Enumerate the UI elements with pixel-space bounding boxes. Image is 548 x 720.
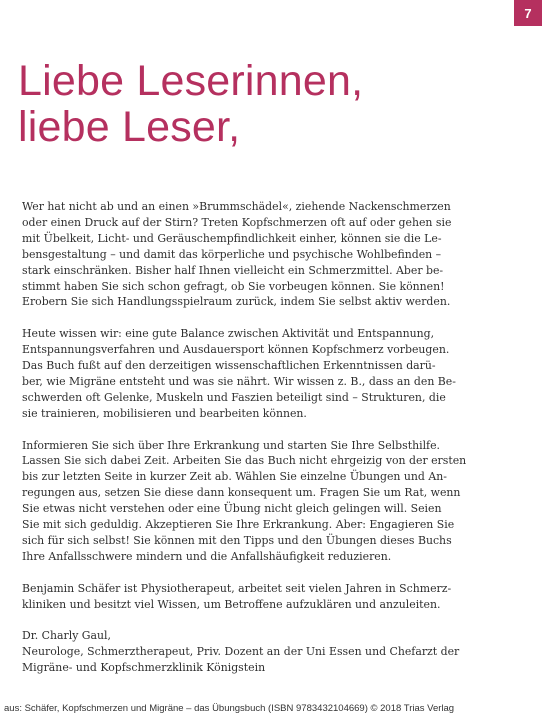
text-line: oder einen Druck auf der Stirn? Treten Kopfschmerzen oft auf oder gehen sie [22,215,452,229]
text-line: regungen aus, setzen Sie diese dann konsequent um. Fragen Sie um Rat, wenn [22,486,461,500]
text-line: Entspannungsverfahren und Ausdauersport können Kopfschmerz vorbeugen. [22,343,450,357]
text-line: Benjamin Schäfer ist Physiotherapeut, arbeitet seit vielen Jahren in Schmerz- [22,581,452,595]
text-line: kliniken und besitzt viel Wissen, um Betroffene aufzuklären und anzuleiten. [22,597,441,611]
source-footer: aus: Schäfer, Kopfschmerzen und Migräne – das Übungsbuch (ISBN 9783432104669) © 2018 Trias Verlag [4,703,455,714]
text-line: Erobern Sie sich Handlungsspielraum zurück, indem Sie selbst aktiv werden. [22,295,451,309]
text-line: schwerden oft Gelenke, Muskeln und Faszien beteiligt sind – Strukturen, die [22,390,446,404]
text-line: ber, wie Migräne entsteht und was sie nährt. Wir wissen z. B., dass an den Be- [22,374,456,388]
page-number-badge [514,0,542,26]
text-line: Lassen Sie sich dabei Zeit. Arbeiten Sie das Buch nicht ehrgeizig von der ersten [22,454,467,468]
text-line: Sie mit sich geduldig. Akzeptieren Sie Ihre Erkrankung. Aber: Engagieren Sie [22,518,455,532]
paragraph-4 [22,581,452,613]
page-number: 7 [524,5,532,21]
text-line: stark einschränken. Bisher half Ihnen vielleicht ein Schmerzmittel. Aber be- [22,263,444,277]
paragraph-3 [22,438,467,565]
title-line-2: liebe Leser, [18,103,241,151]
text-line: Wer hat nicht ab und an einen »Brummschädel«, ziehende Nackenschmerzen [22,200,451,213]
page-title [18,58,363,150]
foreword-body [22,199,467,692]
text-line: Das Buch fußt auf den derzeitigen wissenschaftlichen Erkenntnissen darü- [22,359,436,373]
signature-name: Dr. Charly Gaul, [22,629,111,643]
signature-title: Neurologe, Schmerztherapeut, Priv. Dozent an der Uni Essen und Chefarzt der [22,645,460,659]
text-line: bis zur letzten Seite in kurzer Zeit ab. Wählen Sie einzelne Übungen und An- [22,470,447,484]
text-line: sie trainieren, mobilisieren und bearbeiten können. [22,406,307,420]
text-line: Heute wissen wir: eine gute Balance zwischen Aktivität und Entspannung, [22,327,435,341]
text-line: sich für sich selbst! Sie können mit den Tipps und den Übungen dieses Buchs [22,534,452,547]
text-line: stimmt haben Sie sich schon gefragt, ob Sie vorbeugen können. Sie können! [22,279,445,293]
text-line: Ihre Anfallsschwere mindern und die Anfallshäufigkeit reduzieren. [22,549,392,563]
title-line-1: Liebe Leserinnen, [18,57,364,105]
text-line: mit Übelkeit, Licht- und Geräuschempfindlichkeit einher, können sie die Le- [22,231,442,245]
paragraph-2 [22,326,456,421]
paragraph-1 [22,199,452,310]
text-line: Sie etwas nicht verstehen oder eine Übung nicht gleich gelingen will. Seien [22,502,442,516]
text-line: bensgestaltung – und damit das körperliche und psychische Wohlbefinden – [22,247,442,261]
signature-affiliation: Migräne- und Kopfschmerzklinik Königstein [22,661,266,675]
text-line: Informieren Sie sich über Ihre Erkrankung und starten Sie Ihre Selbsthilfe. [22,438,440,452]
signature-block [22,628,460,676]
